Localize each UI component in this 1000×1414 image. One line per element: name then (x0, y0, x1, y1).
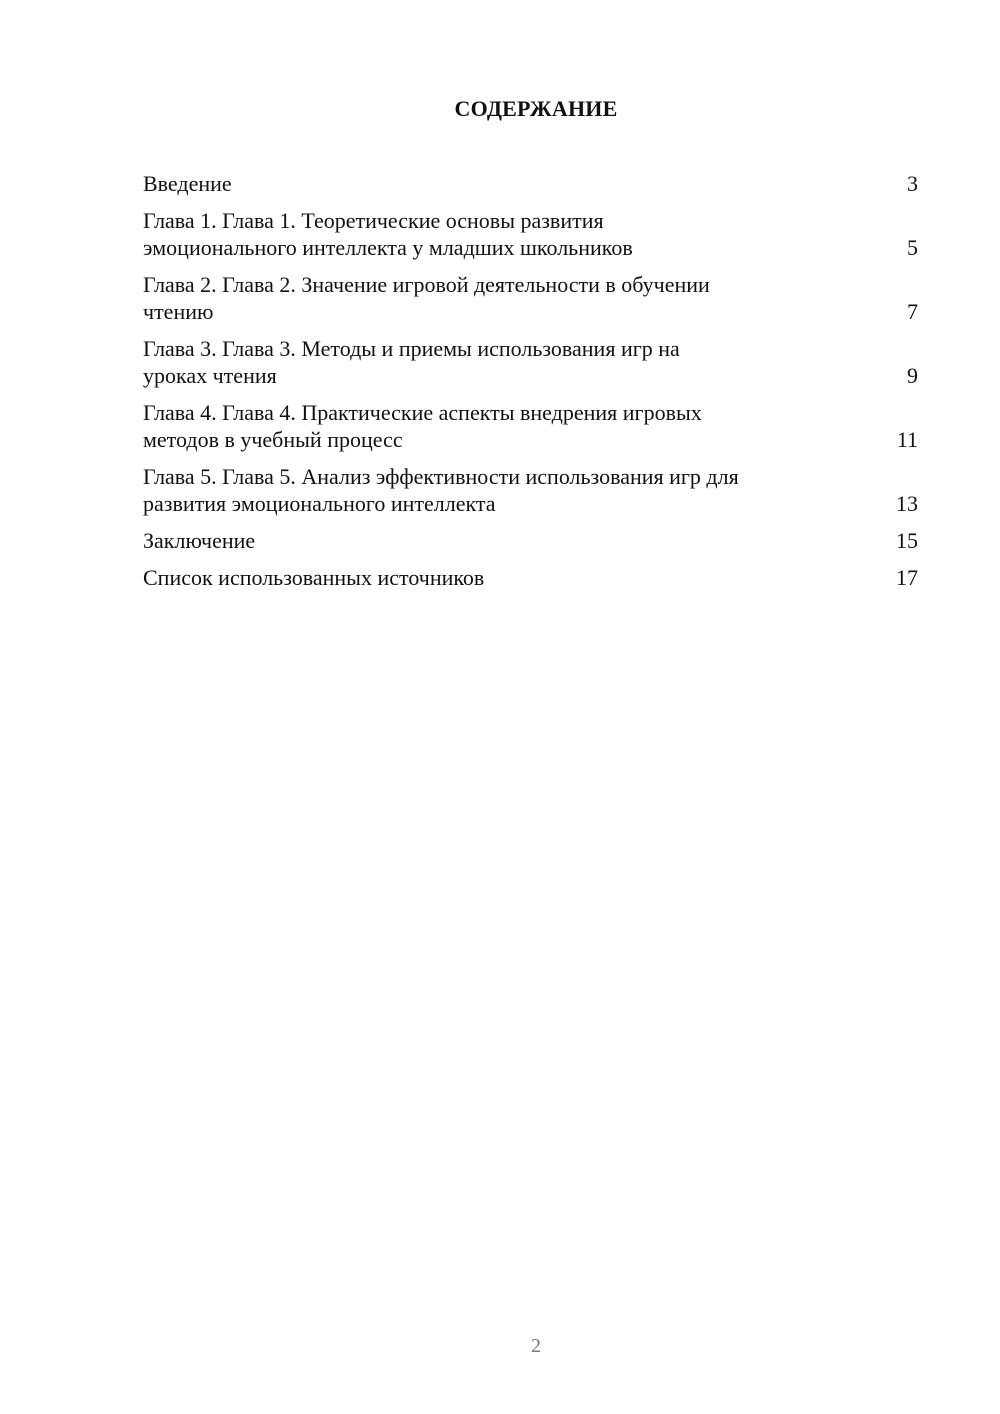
toc-entry-page: 13 (896, 491, 918, 516)
page-number: 2 (531, 1335, 541, 1357)
toc-entry-chapter-5 (143, 463, 918, 517)
toc-entry-text: Глава 4. Глава 4. Практические аспекты внедрения игровых методов в учебный процесс (143, 400, 702, 452)
toc-entry-page: 5 (907, 235, 918, 260)
toc-entry-page: 9 (907, 363, 918, 388)
page-title: СОДЕРЖАНИЕ (454, 96, 618, 121)
toc-entry-page: 11 (896, 427, 918, 452)
toc-entry-chapter-3 (143, 335, 918, 389)
toc-entry-page: 17 (896, 565, 918, 590)
toc-entry-chapter-2 (143, 271, 918, 325)
table-of-contents (143, 170, 918, 591)
toc-entry-text: Глава 2. Глава 2. Значение игровой деятельности в обучении чтению (143, 272, 710, 324)
toc-entry-chapter-4 (143, 399, 918, 453)
toc-entry-text: Глава 5. Глава 5. Анализ эффективности использования игр для развития эмоционального интеллекта (143, 464, 739, 516)
toc-entry-text: Введение (143, 171, 232, 196)
toc-entry-text: Глава 3. Глава 3. Методы и приемы использования игр на уроках чтения (143, 336, 680, 388)
toc-entry-text: Глава 1. Глава 1. Теоретические основы развития эмоционального интеллекта у младших школьников (143, 208, 633, 260)
toc-entry-page: 3 (907, 171, 918, 196)
toc-entry-chapter-1 (143, 207, 918, 261)
toc-entry-text: Список использованных источников (143, 565, 485, 590)
toc-entry-text: Заключение (143, 528, 256, 553)
toc-entry-page: 7 (907, 299, 918, 324)
toc-entry-page: 15 (896, 528, 918, 553)
toc-entry-conclusion (143, 527, 918, 554)
toc-entry-references (143, 564, 918, 591)
toc-entry-introduction (143, 170, 918, 197)
